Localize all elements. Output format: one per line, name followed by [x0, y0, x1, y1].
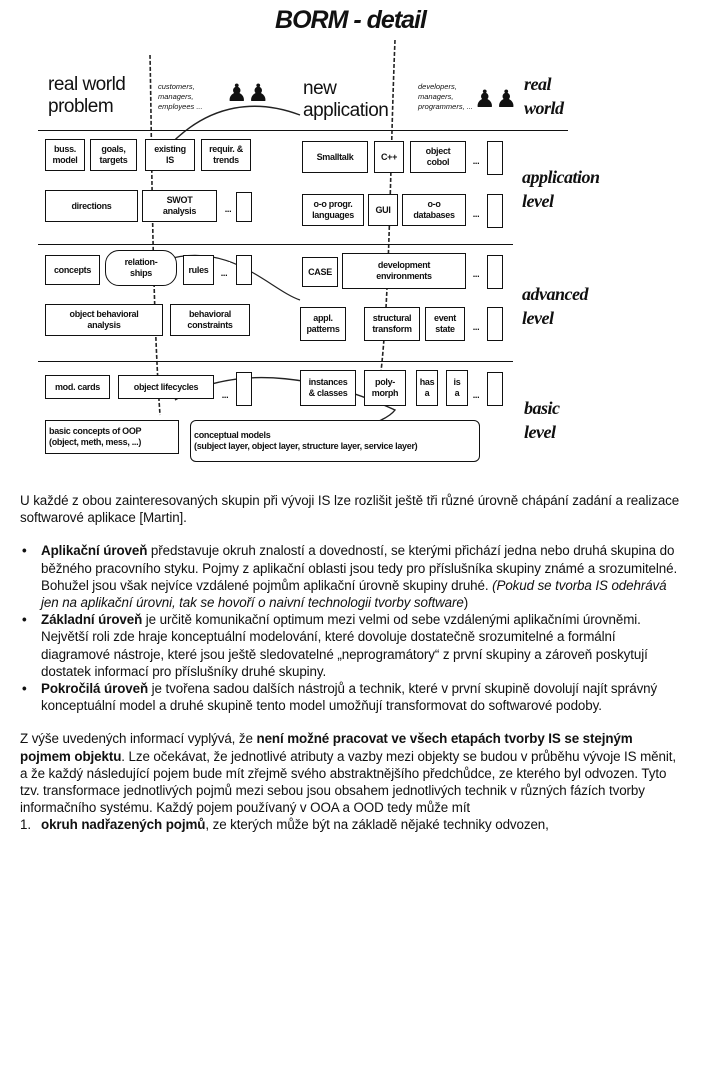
list-item: • Pokročilá úroveň je tvořena sadou dalších nástrojů a technik, které v první skupině dovolují najít správný konceptuální model a druhé skupině tento model umožňují transformovat do softwarové podoby. [20, 680, 686, 714]
ellipsis: ... [470, 203, 482, 225]
box-directions: directions [45, 190, 138, 222]
empty-box [236, 192, 252, 222]
real-world-problem-label: real world problem [48, 74, 126, 117]
box-concepts: concepts [45, 255, 100, 285]
level-basic: basic level [524, 398, 560, 442]
separator-line [38, 130, 568, 131]
list-item: 1. okruh nadřazených pojmů, ze kterých může být na základě nějaké techniky odvozen, [20, 816, 686, 833]
box-buss-model: buss. model [45, 139, 85, 171]
body-text [20, 492, 686, 834]
ellipsis: ... [219, 384, 231, 406]
box-instances-classes: instances & classes [300, 370, 356, 406]
ellipsis: ... [470, 316, 482, 338]
levels-list [20, 542, 686, 714]
box-object-behavioral-analysis: object behavioral analysis [45, 304, 163, 336]
box-rules: rules [183, 255, 214, 285]
people-icon: ♟♟ [474, 86, 518, 113]
people-icon: ♟♟ [226, 80, 270, 107]
box-oo-progr-languages: o-o progr. languages [302, 194, 364, 226]
empty-box [236, 255, 252, 285]
box-conceptual-models: conceptual models (subject layer, object layer, structure layer, service layer) [190, 420, 480, 462]
second-paragraph: Z výše uvedených informací vyplývá, že není možné pracovat ve všech etapách tvorby IS se stejným pojmem objektu. Lze očekávat, že jednotlivé atributy a vazby mezi objekty se budou v průběhu vývoje IS měnit, a že každý následující pojem bude mít zřejmě svého abstraktnějšího předchůdce, ze kterého byl odvozen. Tyto tzv. transformace jednotlivých pojmů mezi sebou jsou obsahem jednotlivých technik v různých fázích tvorby informačního systému. Každý pojem používaný v OOA a OOD tedy může mít [20, 731, 676, 816]
box-cpp: C++ [374, 141, 404, 173]
box-swot-analysis: SWOT analysis [142, 190, 217, 222]
list-item: • Základní úroveň je určitě komunikační optimum mezi velmi od sebe vzdálenými aplikačními úrovněmi. Největší roli zde hraje konceptuální modelování, které dovoluje dostatečně srozumitelné a formální diagramové nástroje, které jsou ještě sledovatelné „neprogramátory“ z první skupiny a zároveň poskytují dostatek informací pro příslušníky druhé skupiny. [20, 611, 686, 680]
level-real-world: real world [524, 74, 564, 118]
box-behavioral-constraints: behavioral constraints [170, 304, 250, 336]
box-development-environments: development environments [342, 253, 466, 289]
empty-box [487, 372, 503, 406]
numbered-list [20, 816, 686, 833]
box-has-a: has a [416, 370, 438, 406]
box-requir-trends: requir. & trends [201, 139, 251, 171]
box-object-lifecycles: object lifecycles [118, 375, 214, 399]
box-polymorph: poly- morph [364, 370, 406, 406]
diagram-title: BORM - detail [275, 6, 426, 34]
empty-box [487, 307, 503, 341]
stakeholders-right: developers, managers, programmers, ... [418, 82, 474, 111]
box-is-a: is a [446, 370, 468, 406]
box-existing-is: existing IS [145, 139, 195, 171]
box-appl-patterns: appl. patterns [300, 307, 346, 341]
box-relationships: relation- ships [105, 250, 177, 286]
box-case: CASE [302, 257, 338, 287]
separator-line [38, 244, 513, 245]
box-mod-cards: mod. cards [45, 375, 110, 399]
box-basic-concepts-oop: basic concepts of OOP (object, meth, mess, ...) [45, 420, 179, 454]
level-advanced: advanced level [522, 284, 588, 328]
box-smalltalk: Smalltalk [302, 141, 368, 173]
new-application-label: new application [303, 78, 389, 121]
box-gui: GUI [368, 194, 398, 226]
empty-box [236, 372, 252, 406]
ellipsis: ... [218, 262, 230, 284]
stakeholders-left: customers, managers, employees ... [158, 82, 203, 111]
level-application: application level [522, 167, 600, 211]
box-oo-databases: o-o databases [402, 194, 466, 226]
empty-box [487, 255, 503, 289]
intro-paragraph: U každé z obou zainteresovaných skupin při vývoji IS lze rozlišit ještě tři různé úrovně chápání zadání a realizace softwarové aplikace [Martin]. [20, 493, 680, 526]
box-goals-targets: goals, targets [90, 139, 137, 171]
empty-box [487, 194, 503, 228]
separator-line [38, 361, 513, 362]
ellipsis: ... [470, 263, 482, 285]
list-item: • Aplikační úroveň představuje okruh znalostí a dovedností, se kterými přichází jedna nebo druhá skupina do běžného pracovního styku. Pojmy z aplikační oblasti jsou tedy pro příslušníka skupiny známé a srozumitelné. Bohužel jsou však nejvíce vzdálené pojmům aplikační úrovně skupiny druhé. (Pokud se tvorba IS odehrává jen na aplikační úrovni, tak se hovoří o naivní technologii tvorby software) [20, 542, 686, 611]
box-event-state: event state [425, 307, 465, 341]
ellipsis: ... [470, 384, 482, 406]
empty-box [487, 141, 503, 175]
box-object-cobol: object cobol [410, 141, 466, 173]
ellipsis: ... [222, 198, 234, 220]
ellipsis: ... [470, 150, 482, 172]
box-structural-transform: structural transform [364, 307, 420, 341]
borm-diagram [0, 0, 701, 475]
